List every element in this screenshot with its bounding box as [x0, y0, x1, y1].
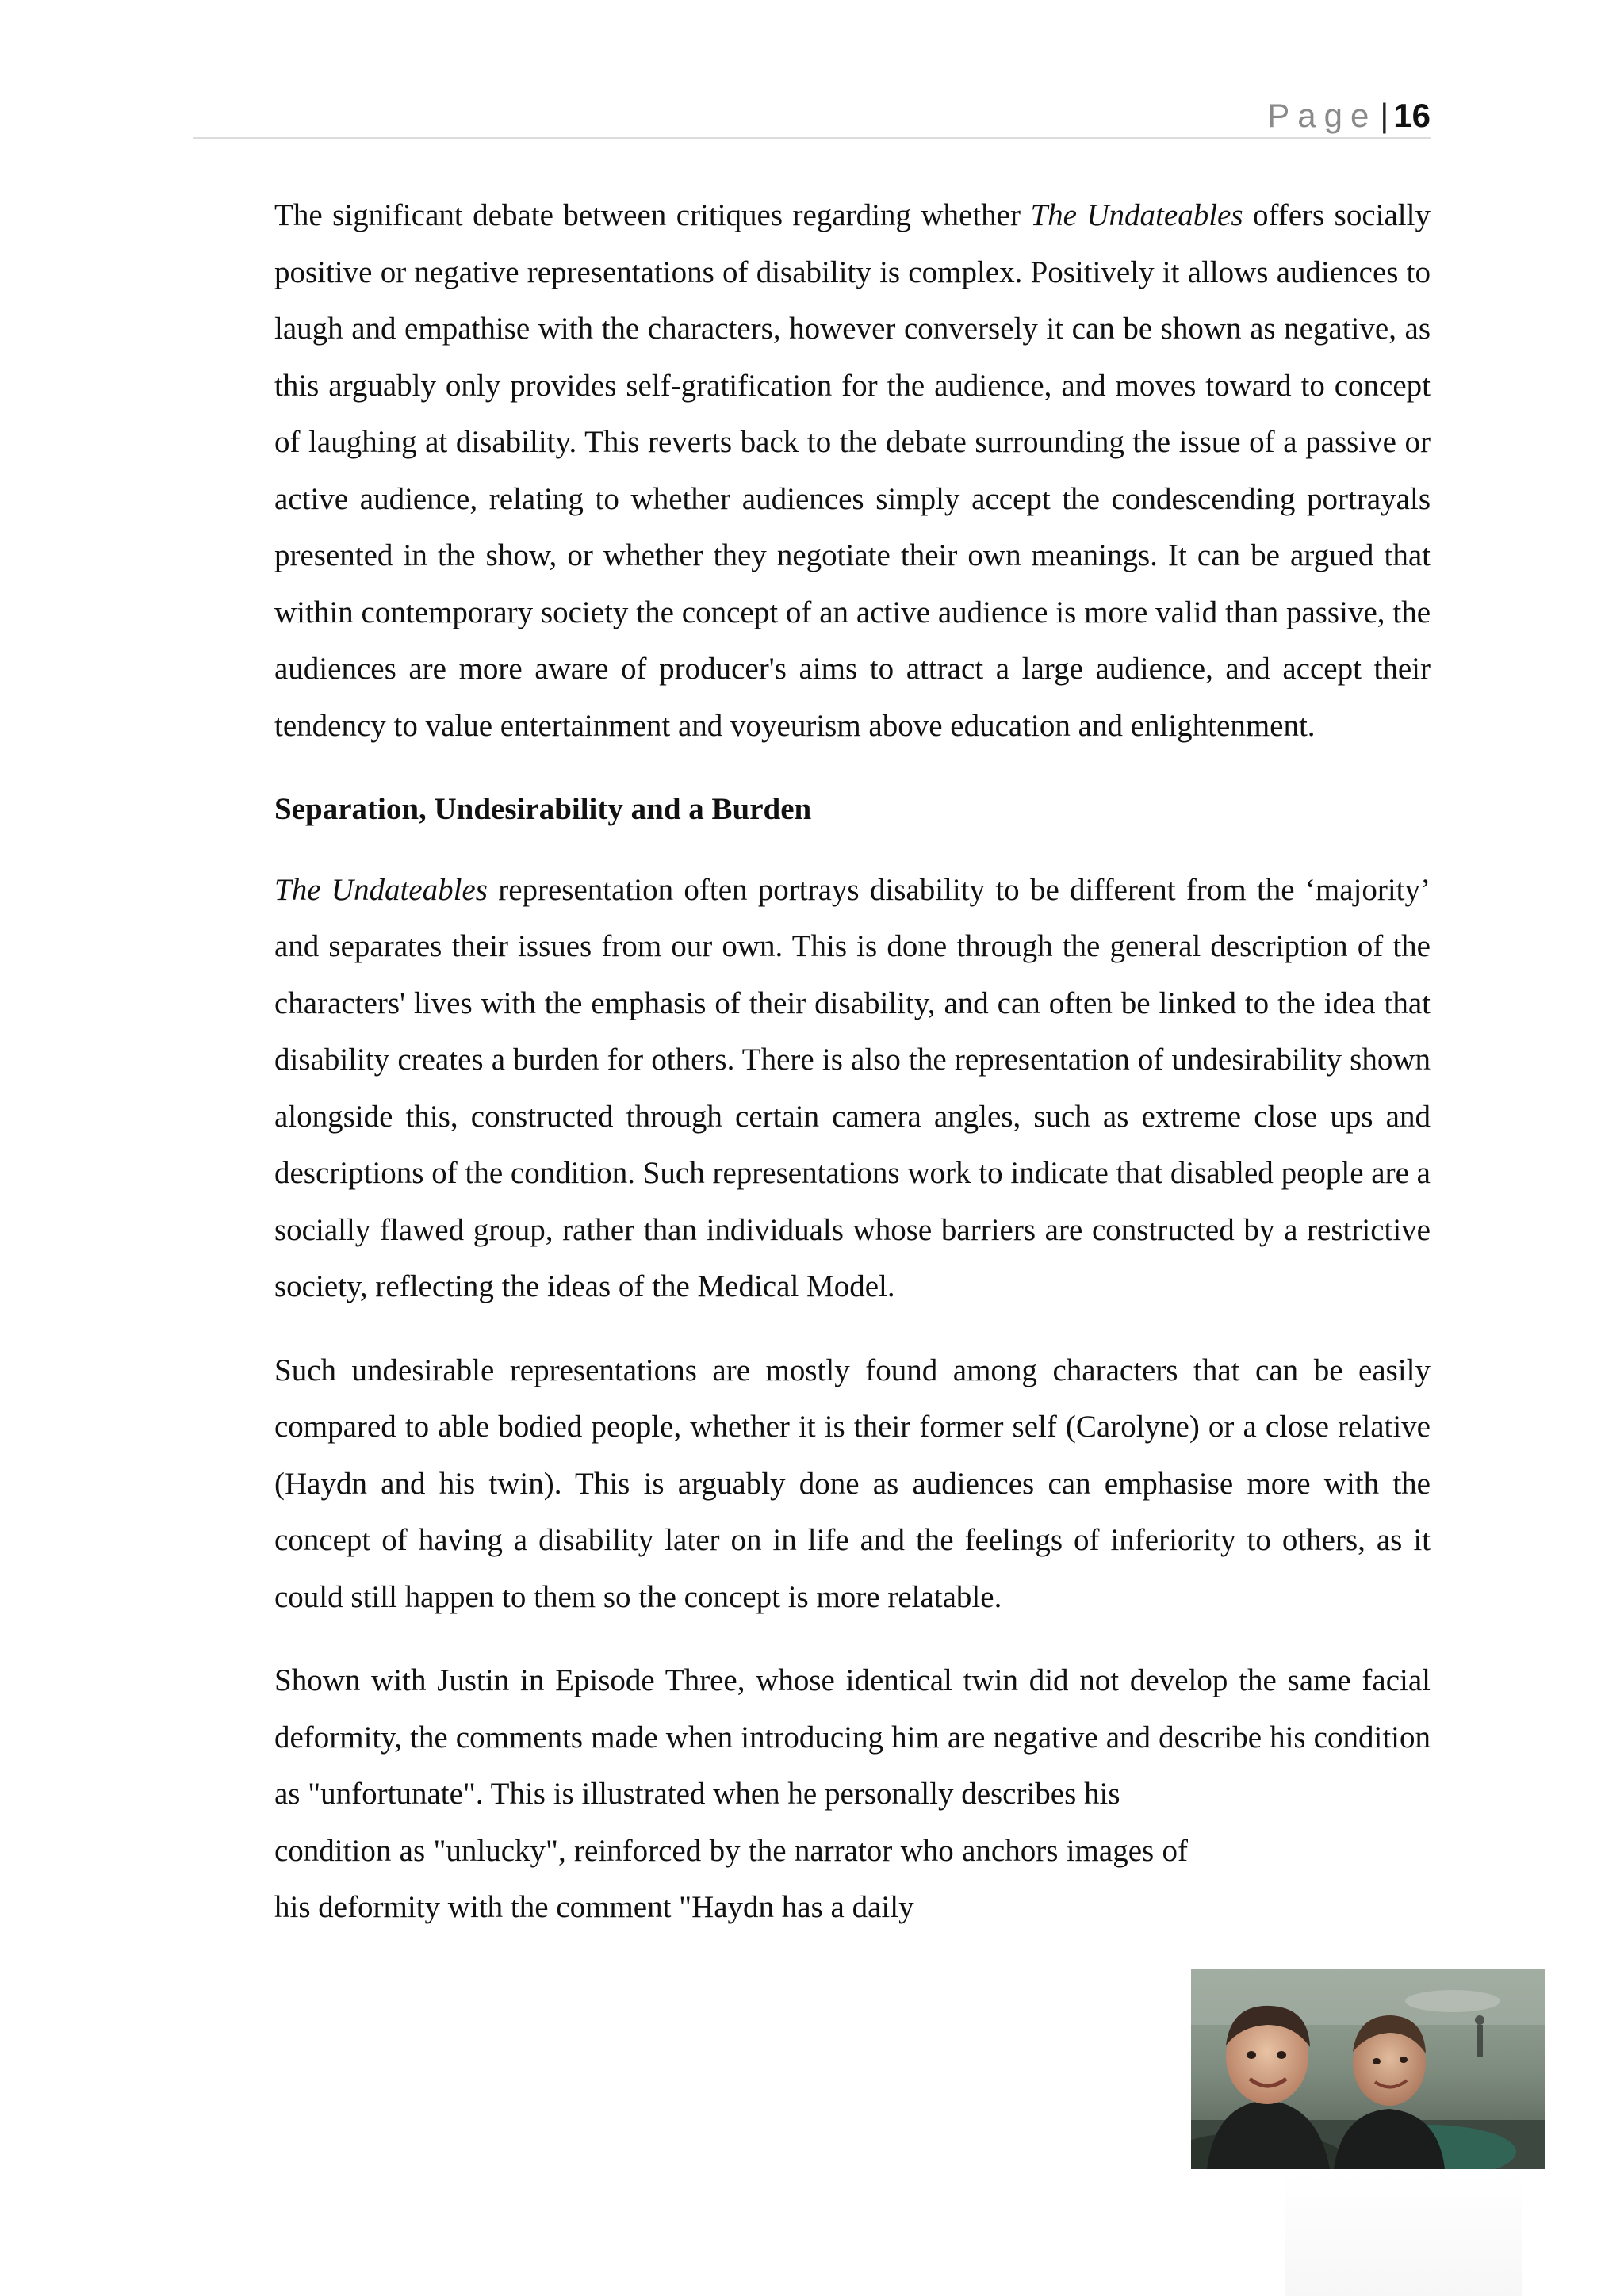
document-body: [274, 187, 1431, 1963]
section-heading: Separation, Undesirability and a Burden: [274, 792, 812, 826]
page-label: Page: [1267, 97, 1377, 134]
paragraph-debate-lead: The significant debate between critiques regarding whether: [274, 198, 1031, 232]
show-title: The Undateables: [274, 872, 488, 907]
paragraph-undesirable: Such undesirable representations are mostly found among characters that can be easily compared to able bodied people, whether it is their former self (Carolyne) or a close relative (Haydn and his twin). This is arguably done as audiences can emphasise more with the concept of having a disability later on in life and the feelings of inferiority to others, as it could still happen to them so the concept is more relatable.: [274, 1353, 1431, 1614]
paragraph-representation-rest: representation often portrays disability to be different from the ‘majority’ and separates their issues from our own. This is done through the general description of the characters' lives with the emphasis of their disability, and can often be linked to the idea that disability creates a burden for others. There is also the representation of undesirability shown alongside this, constructed through certain camera angles, such as extreme close ups and descriptions of the condition. Such representations work to indicate that disabled people are a socially flawed group, rather than individuals whose barriers are constructed by a restrictive society, reflecting the ideas of the Medical Model.: [274, 872, 1431, 1303]
show-title: The Undateables: [1030, 198, 1243, 232]
paragraph-debate-rest: offers socially positive or negative representations of disability is complex. Positively it allows audiences to laugh and empathise with the characters, however conversely it can be shown as negative, as this arguably only provides self-gratification for the audience, and moves toward to concept of laughing at disability. This reverts back to the debate surrounding the issue of a passive or active audience, relating to whether audiences simply accept the condescending portrayals presented in the show, or whether they negotiate their own meanings. It can be argued that within contemporary society the concept of an active audience is more valid than passive, the audiences are more aware of producer's aims to attract a large audience, and accept their tendency to value entertainment and voyeurism above education and enlightenment.: [274, 198, 1431, 743]
paragraph-debate: [274, 187, 1431, 754]
paragraph-justin: Shown with Justin in Episode Three, whose identical twin did not develop the same facial deformity, the comments made when introducing him are negative and describe his condition as "unfortunate". This is illustrated when he personally describes his: [274, 1663, 1431, 1811]
photo-margin-shade: [1285, 2172, 1522, 2296]
header-rule: [193, 137, 1431, 139]
page-header: [1267, 94, 1431, 138]
twins-photo: [1191, 1969, 1545, 2169]
paragraph-justin-continued: condition as "unlucky", reinforced by the narrator who anchors images of his deformity with the comment "Haydn has a daily: [274, 1833, 1188, 1924]
paragraph-representation: [274, 862, 1431, 1315]
page-number: 16: [1393, 97, 1431, 134]
page-separator: |: [1380, 97, 1389, 134]
